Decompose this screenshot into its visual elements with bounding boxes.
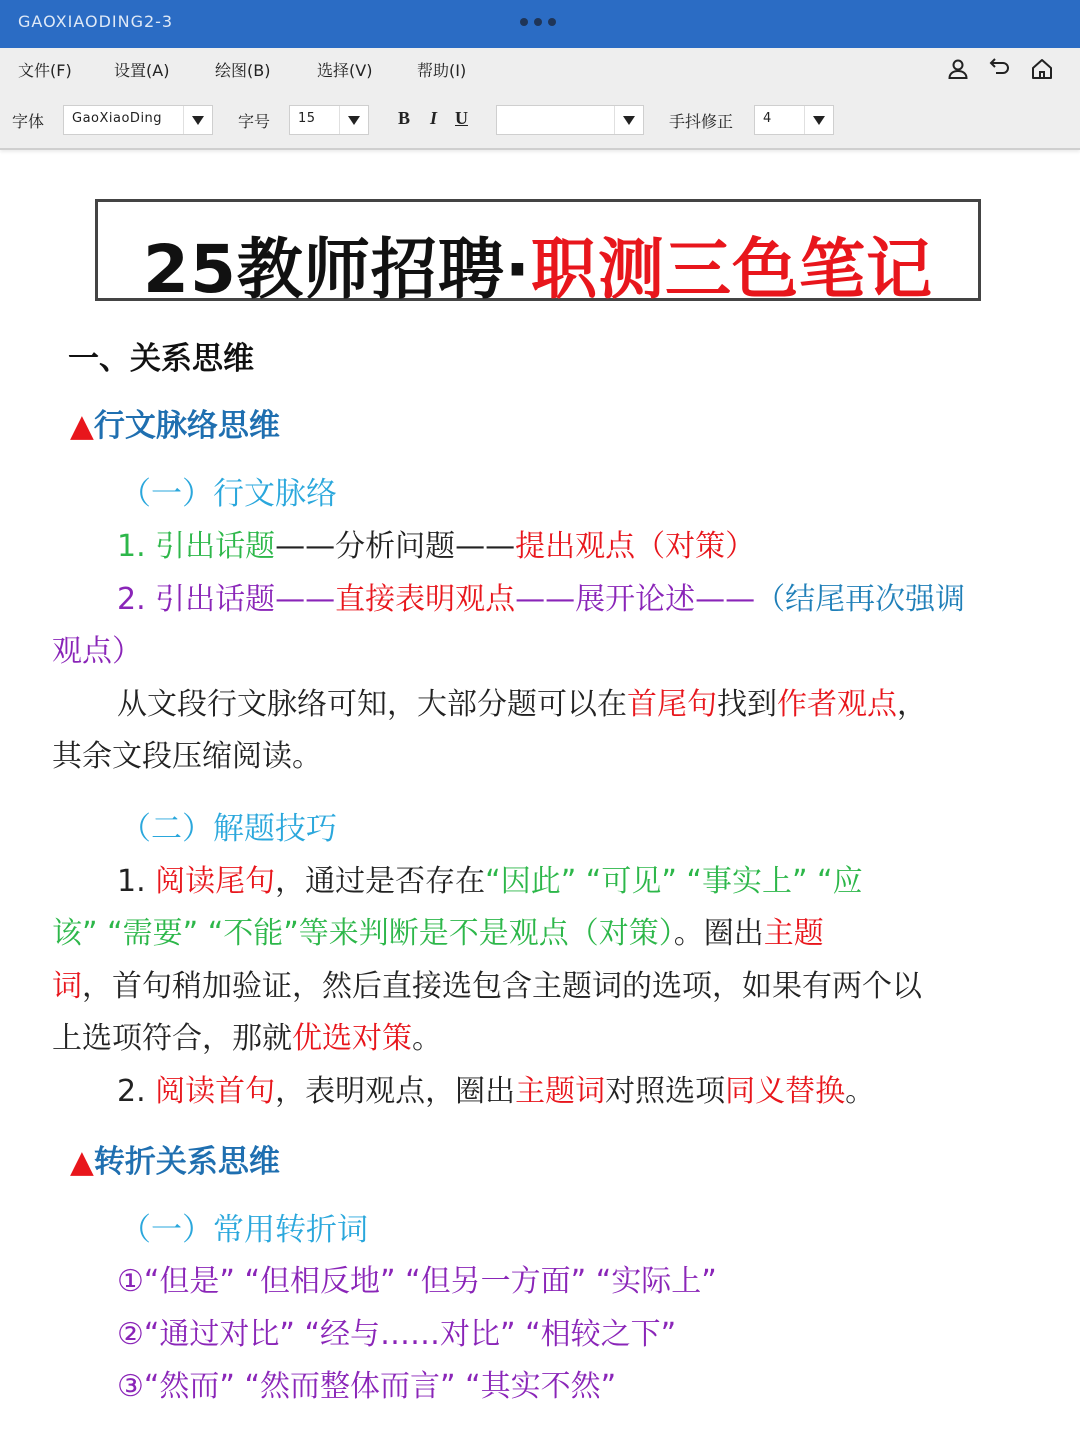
subsection-heading-text: 转折关系思维 [93,1144,280,1180]
more-options-icon[interactable] [520,18,556,26]
text-segment: 从文段行文脉络可知，大部分题可以在 [117,687,627,722]
text-segment: 1. 引出话题 [117,529,276,564]
menu-select[interactable]: 选择(V) [317,61,373,80]
text-segment: （结尾再次强调 [755,582,966,617]
text-segment: ——展开论述—— [515,582,756,617]
text-segment: 首尾句 [627,687,717,722]
chevron-down-icon[interactable] [339,106,368,134]
font-label: 字体 [12,112,45,131]
sub-heading-transition-words: （一）常用转折词 [120,1212,368,1248]
text-segment: 主题 [763,916,824,951]
text-segment: 1. [117,864,156,899]
font-select-value: GaoXiaoDing [72,111,163,126]
window-title: GAOXIAODING2-3 [18,12,174,31]
text-segment: 。 [412,1021,442,1056]
menu-settings[interactable]: 设置(A) [114,61,170,80]
shake-correction-select[interactable] [754,105,834,135]
tip-line [117,856,863,908]
transition-words-line: ①“但是” “但相反地” “但另一方面” “实际上” [117,1264,717,1299]
text-segment: 作者观点 [777,687,897,722]
text-segment: 阅读首句 [155,1074,276,1109]
chevron-down-icon[interactable] [804,106,833,134]
chevron-down-icon[interactable] [183,106,212,134]
text-segment: 提出观点（对策） [515,529,756,564]
tip-line [52,1013,442,1065]
size-select[interactable] [289,105,369,135]
text-segment: 该” “需要” “不能”等来判断是不是观点（对策） [52,916,674,951]
text-segment: ，表明观点，圈出 [275,1074,516,1109]
sub-heading-tips: （二）解题技巧 [120,811,337,847]
menu-file[interactable]: 文件(F) [18,61,72,80]
text-segment: 阅读尾句 [155,864,276,899]
text-segment: 同义替换 [725,1074,846,1109]
format-toolbar [0,90,1080,150]
document-title-box [95,199,981,308]
size-select-value: 15 [298,111,316,126]
title-black-part: 25教师招聘· [143,231,531,308]
color-select[interactable] [496,105,644,135]
text-segment: 上选项符合，那就 [52,1021,292,1056]
document-title [98,216,978,311]
user-icon[interactable] [946,57,970,81]
text-segment: 优选对策 [292,1021,412,1056]
text-segment: 主题词 [515,1074,606,1109]
font-select[interactable] [63,105,213,135]
triangle-icon: ▲ [70,408,94,444]
shake-correction-label: 手抖修正 [669,112,734,131]
menu-bar [0,48,1080,91]
undo-icon[interactable] [988,57,1012,81]
subsection-heading-1 [70,400,280,452]
text-segment: 直接表明观点 [335,582,516,617]
text-segment: 找到 [717,687,777,722]
flow-line-2 [117,574,965,626]
flow-line-1 [117,521,755,573]
triangle-icon: ▲ [70,1144,94,1180]
section-heading: 一、关系思维 [68,341,254,377]
flow-line-2-cont: 观点） [52,634,142,669]
text-segment: ， [897,687,927,722]
text-segment: ——分析问题—— [275,529,516,564]
text-segment: 。圈出 [673,916,764,951]
shake-correction-value: 4 [763,111,772,126]
text-segment: 词 [52,969,82,1004]
text-segment: ，通过是否存在 [275,864,486,899]
text-segment: “因此” “可见” “事实上” “应 [485,864,863,899]
tip-line [52,908,824,960]
tip-line [52,961,922,1013]
chevron-down-icon[interactable] [614,106,643,134]
text-segment: 2. [117,1074,156,1109]
menu-draw[interactable]: 绘图(B) [215,61,271,80]
transition-words-line: ③“然而” “然而整体而言” “其实不然” [117,1369,617,1404]
text-segment: 2. 引出话题—— [117,582,336,617]
title-red-part: 职测三色笔记 [530,231,933,308]
transition-words-line: ②“通过对比” “经与……对比” “相较之下” [117,1317,677,1352]
title-bar [0,0,1080,48]
subsection-heading-2 [70,1136,280,1188]
underline-button[interactable]: U [455,108,468,128]
text-segment: 对照选项 [605,1074,726,1109]
text-segment: 。 [845,1074,876,1109]
bold-button[interactable]: B [398,108,411,128]
home-icon[interactable] [1030,57,1054,81]
italic-button[interactable]: I [430,108,438,128]
subsection-heading-text: 行文脉络思维 [93,408,280,444]
size-label: 字号 [238,112,271,131]
sub-heading-context-flow: （一）行文脉络 [120,476,337,512]
paragraph-line [117,679,927,731]
tip-line [117,1066,875,1118]
menu-help[interactable]: 帮助(I) [417,61,467,80]
text-segment: ，首句稍加验证，然后直接选包含主题词的选项，如果有两个以 [82,969,922,1004]
paragraph-line: 其余文段压缩阅读。 [52,739,322,774]
